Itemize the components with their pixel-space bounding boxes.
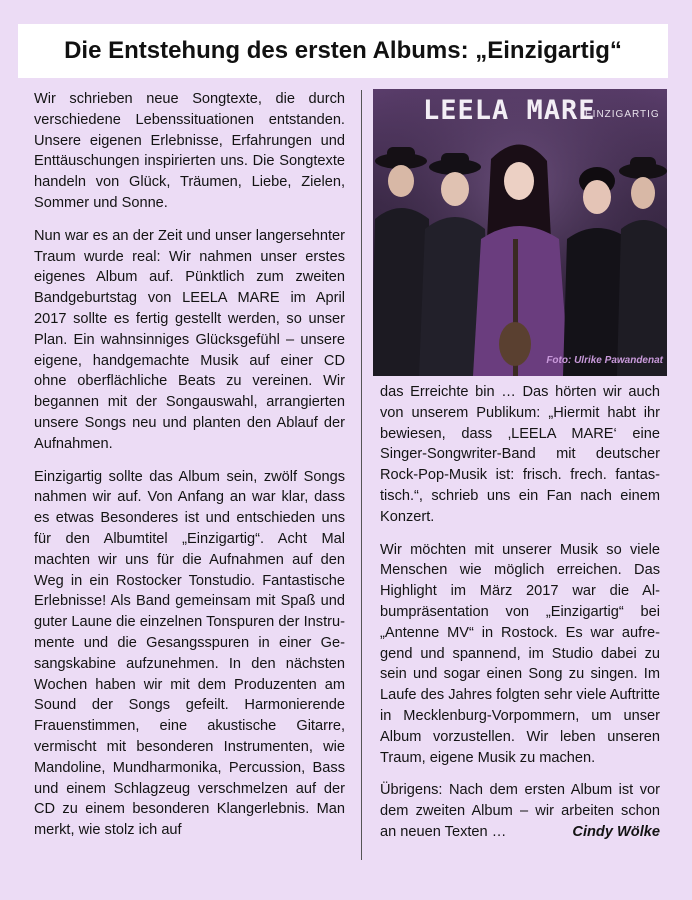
band-illustration [373,89,667,376]
page-title: Die Entstehung des ersten Albums: „Einzigartig“ [64,37,622,64]
closing-paragraph [380,780,660,842]
title-box [18,24,668,78]
left-column [34,89,345,853]
paragraph: Nun war es an der Zeit und unser langersehnter Traum wurde real: Wir nahmen unser erstes eigenes Album auf. Pünktlich zum zweiten Bandgeburtstag von LEELA MARE im April 2017 sollte es fertig gestellt werden, so unser Plan. Ein wahnsinniges Glücksgefühl – unsere eigene, handgemachte Musik auf einer CD ohne oberflächliche Beats zu vereinen. Wir begannen mit der Songauswahl, arrangierten unsere Songs neu und planten den Ablauf der Aufnahmen. [34,227,345,452]
paragraph: das Erreichte bin … Das hörten wir auch von unserem Publikum: „Hiermit habt ihr bewiesen, dass ‚LEELA MARE‘ eine Singer-Songwriter-Band mit deutscher Rock-Pop-Musik ist: frisch. frech. fantastisch.“, schrieb uns ein Fan nach einem Konzert. [380,384,660,525]
band-photo [373,89,667,376]
column-divider [361,90,362,860]
paragraph: Wir möchten mit unserer Musik so viele Menschen wie möglich erreichen. Das Highlight im März 2017 war die Albumpräsentation von „Einzigartig“ bei „Antenne MV“ in Rostock. Es war aufregend und spannend, im Studio dabei zu sein und sogar einen Song zu singen. Im Laufe des Jahres folgten sehr viele Auftritte in Mecklenburg-Vorpommern, um unser Album vorzustellen. Wir leben unseren Traum, eigene Musik zu machen. [380,541,660,766]
closing-text: Übrigens: Nach dem ersten Album ist vor dem zweiten Album – wir arbeiten schon an neuen Texten … [380,782,660,840]
album-name: EINZIGARTIG [585,109,660,120]
photo-credit: Foto: Ulrike Pawandenat [546,355,663,366]
author-signature: Cindy Wölke [572,823,660,840]
paragraph: Wir schrieben neue Songtexte, die durch verschiedene Lebenssituationen entstanden. Unsere eigenen Erlebnisse, Erfahrungen und Enttäuschungen inspirierten uns. Die Songtexte handeln von Glück, Träumen, Liebe, Zielen, Sommer und Sonne. [34,91,345,211]
band-name: LEELA MARE [423,95,596,126]
right-column [380,382,660,855]
paragraph: Einzigartig sollte das Album sein, zwölf Songs nahmen wir auf. Von Anfang an war klar, dass es etwas Besonderes ist und entschieden uns für den Albumtitel „Einzigartig“. Acht Mal machten wir uns für die Aufnahmen auf den Weg in ein Rostocker Tonstudio. Fantastische Erlebnisse! Als Band gemeinsam mit Spaß und guter Laune die einzelnen Tonspuren der Instrumente und die Gesangsspuren in einer Gesangskabine aufzunehmen. In den nächsten Wochen haben wir mit dem Produzenten am Sound der Songs gefeilt. Harmonierende Frauenstimmen, eine akustische Gitarre, vermischt mit besonderen Instrumenten, wie Mandoline, Mundharmonika, Percussion, Bass und einem Schlagzeug verschmelzen auf der CD zu einem besonderen Klangerlebnis. Man merkt, wie stolz ich auf [34,468,345,839]
